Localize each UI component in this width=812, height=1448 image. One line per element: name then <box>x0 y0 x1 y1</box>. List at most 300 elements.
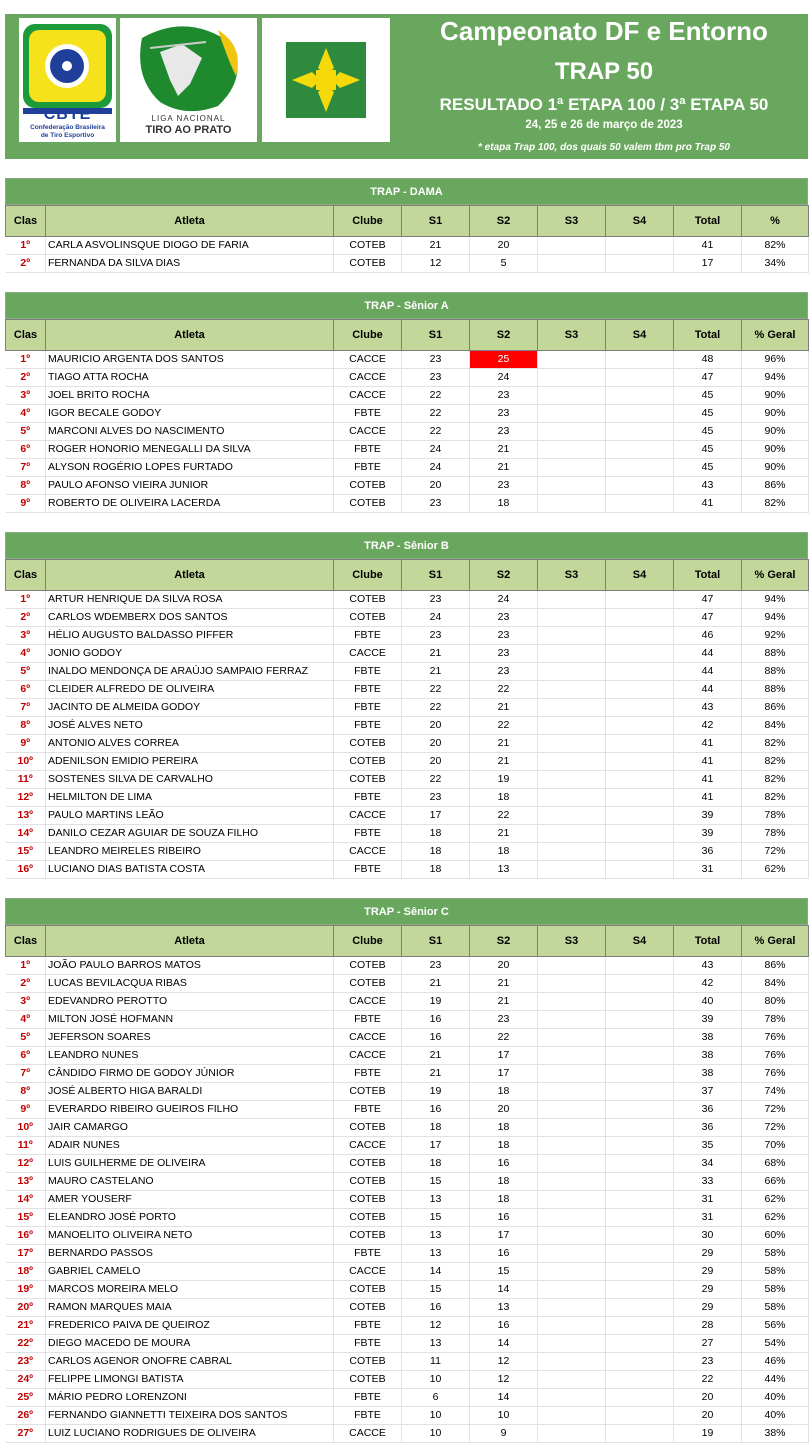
rank-cell: 1º <box>6 591 46 609</box>
section-trap-senior-c <box>5 898 808 1443</box>
column-header: % <box>742 206 809 237</box>
section-title: TRAP - Sênior C <box>5 898 808 925</box>
percent-cell: 58% <box>742 1281 809 1299</box>
s4-cell <box>606 1191 674 1209</box>
table-row <box>6 591 809 609</box>
table-row <box>6 645 809 663</box>
table-row <box>6 387 809 405</box>
club-cell: CACCE <box>334 993 402 1011</box>
results-table <box>5 319 809 513</box>
total-cell: 29 <box>674 1299 742 1317</box>
s2-cell: 21 <box>470 735 538 753</box>
s2-cell: 18 <box>470 1119 538 1137</box>
s3-cell <box>538 255 606 273</box>
table-row <box>6 717 809 735</box>
athlete-cell: ADENILSON EMIDIO PEREIRA <box>46 753 334 771</box>
club-cell: COTEB <box>334 1155 402 1173</box>
table-row <box>6 1353 809 1371</box>
total-cell: 43 <box>674 477 742 495</box>
athlete-cell: JOEL BRITO ROCHA <box>46 387 334 405</box>
liga-logo-bottom: TIRO AO PRATO <box>145 124 232 136</box>
total-cell: 22 <box>674 1371 742 1389</box>
s1-cell: 17 <box>402 1137 470 1155</box>
rank-cell: 16º <box>6 1227 46 1245</box>
s1-cell: 19 <box>402 993 470 1011</box>
percent-cell: 94% <box>742 369 809 387</box>
s1-cell: 23 <box>402 789 470 807</box>
percent-cell: 78% <box>742 825 809 843</box>
column-header: Clas <box>6 320 46 351</box>
s1-cell: 13 <box>402 1191 470 1209</box>
percent-cell: 96% <box>742 351 809 369</box>
s3-cell <box>538 477 606 495</box>
s2-cell: 22 <box>470 1029 538 1047</box>
total-cell: 40 <box>674 993 742 1011</box>
club-cell: COTEB <box>334 237 402 255</box>
table-row <box>6 369 809 387</box>
percent-cell: 72% <box>742 1101 809 1119</box>
percent-cell: 70% <box>742 1137 809 1155</box>
s2-cell: 20 <box>470 237 538 255</box>
results-table <box>5 925 809 1443</box>
athlete-cell: FREDERICO PAIVA DE QUEIROZ <box>46 1317 334 1335</box>
column-header: S1 <box>402 320 470 351</box>
total-cell: 45 <box>674 387 742 405</box>
s2-cell: 20 <box>470 957 538 975</box>
percent-cell: 90% <box>742 459 809 477</box>
club-cell: CACCE <box>334 645 402 663</box>
athlete-cell: LUIZ LUCIANO RODRIGUES DE OLIVEIRA <box>46 1425 334 1443</box>
column-header: S4 <box>606 926 674 957</box>
total-cell: 44 <box>674 663 742 681</box>
s2-cell: 12 <box>470 1353 538 1371</box>
club-cell: COTEB <box>334 753 402 771</box>
percent-cell: 88% <box>742 681 809 699</box>
s2-cell: 14 <box>470 1335 538 1353</box>
s3-cell <box>538 1155 606 1173</box>
percent-cell: 72% <box>742 1119 809 1137</box>
table-row <box>6 861 809 879</box>
s1-cell: 24 <box>402 441 470 459</box>
rank-cell: 7º <box>6 699 46 717</box>
table-row <box>6 1155 809 1173</box>
athlete-cell: IGOR BECALE GODOY <box>46 405 334 423</box>
column-header: Clube <box>334 560 402 591</box>
s4-cell <box>606 627 674 645</box>
s1-cell: 11 <box>402 1353 470 1371</box>
s1-cell: 20 <box>402 477 470 495</box>
athlete-cell: MARCONI ALVES DO NASCIMENTO <box>46 423 334 441</box>
rank-cell: 6º <box>6 681 46 699</box>
rank-cell: 11º <box>6 771 46 789</box>
s2-cell: 16 <box>470 1209 538 1227</box>
s2-cell: 23 <box>470 477 538 495</box>
s1-cell: 16 <box>402 1029 470 1047</box>
s3-cell <box>538 1083 606 1101</box>
club-cell: FBTE <box>334 861 402 879</box>
s4-cell <box>606 405 674 423</box>
column-header: % Geral <box>742 320 809 351</box>
header-banner <box>5 14 808 159</box>
total-cell: 42 <box>674 975 742 993</box>
s1-cell: 22 <box>402 771 470 789</box>
s2-cell: 18 <box>470 1173 538 1191</box>
s2-cell: 23 <box>470 663 538 681</box>
table-row <box>6 1119 809 1137</box>
s4-cell <box>606 1245 674 1263</box>
s2-cell: 22 <box>470 681 538 699</box>
rank-cell: 7º <box>6 459 46 477</box>
athlete-cell: LUCAS BEVILACQUA RIBAS <box>46 975 334 993</box>
s1-cell: 22 <box>402 405 470 423</box>
column-header: S3 <box>538 926 606 957</box>
percent-cell: 90% <box>742 441 809 459</box>
s3-cell <box>538 1245 606 1263</box>
athlete-cell: JOÃO PAULO BARROS MATOS <box>46 957 334 975</box>
table-row <box>6 255 809 273</box>
table-row <box>6 1407 809 1425</box>
s4-cell <box>606 1353 674 1371</box>
s2-cell: 23 <box>470 423 538 441</box>
rank-cell: 9º <box>6 495 46 513</box>
s4-cell <box>606 609 674 627</box>
column-header: S4 <box>606 560 674 591</box>
total-cell: 44 <box>674 645 742 663</box>
total-cell: 20 <box>674 1407 742 1425</box>
club-cell: FBTE <box>334 699 402 717</box>
table-row <box>6 1101 809 1119</box>
s1-cell: 22 <box>402 423 470 441</box>
s4-cell <box>606 423 674 441</box>
table-row <box>6 825 809 843</box>
total-cell: 45 <box>674 405 742 423</box>
table-row <box>6 843 809 861</box>
athlete-cell: FELIPPE LIMONGI BATISTA <box>46 1371 334 1389</box>
s1-cell: 21 <box>402 1047 470 1065</box>
s1-cell: 22 <box>402 681 470 699</box>
club-cell: COTEB <box>334 1371 402 1389</box>
s1-cell: 21 <box>402 663 470 681</box>
s2-cell: 18 <box>470 1083 538 1101</box>
percent-cell: 58% <box>742 1263 809 1281</box>
result-line: RESULTADO 1ª ETAPA 100 / 3ª ETAPA 50 <box>439 95 769 114</box>
s1-cell: 12 <box>402 1317 470 1335</box>
s2-cell: 23 <box>470 405 538 423</box>
s3-cell <box>538 405 606 423</box>
s1-cell: 10 <box>402 1371 470 1389</box>
s4-cell <box>606 645 674 663</box>
athlete-cell: ADAIR NUNES <box>46 1137 334 1155</box>
percent-cell: 40% <box>742 1389 809 1407</box>
table-row <box>6 1065 809 1083</box>
club-cell: FBTE <box>334 1335 402 1353</box>
table-row <box>6 1191 809 1209</box>
percent-cell: 88% <box>742 645 809 663</box>
table-row <box>6 789 809 807</box>
s2-cell: 18 <box>470 843 538 861</box>
s1-cell: 18 <box>402 825 470 843</box>
rank-cell: 4º <box>6 405 46 423</box>
total-cell: 31 <box>674 861 742 879</box>
rank-cell: 24º <box>6 1371 46 1389</box>
s1-cell: 17 <box>402 807 470 825</box>
s3-cell <box>538 1029 606 1047</box>
s3-cell <box>538 441 606 459</box>
club-cell: FBTE <box>334 1407 402 1425</box>
s2-cell: 23 <box>470 645 538 663</box>
section-trap-senior-a <box>5 292 808 513</box>
athlete-cell: MARCOS MOREIRA MELO <box>46 1281 334 1299</box>
percent-cell: 94% <box>742 609 809 627</box>
liga-logo-top: LIGA NACIONAL <box>151 114 226 123</box>
rank-cell: 3º <box>6 993 46 1011</box>
s4-cell <box>606 1137 674 1155</box>
s1-cell: 12 <box>402 255 470 273</box>
s3-cell <box>538 663 606 681</box>
athlete-cell: MAURO CASTELANO <box>46 1173 334 1191</box>
total-cell: 41 <box>674 735 742 753</box>
percent-cell: 86% <box>742 477 809 495</box>
s4-cell <box>606 1173 674 1191</box>
table-row <box>6 735 809 753</box>
s1-cell: 21 <box>402 237 470 255</box>
club-cell: COTEB <box>334 975 402 993</box>
rank-cell: 21º <box>6 1317 46 1335</box>
club-cell: FBTE <box>334 405 402 423</box>
table-row <box>6 1029 809 1047</box>
club-cell: FBTE <box>334 1101 402 1119</box>
rank-cell: 19º <box>6 1281 46 1299</box>
rank-cell: 25º <box>6 1389 46 1407</box>
club-cell: COTEB <box>334 1299 402 1317</box>
s4-cell <box>606 1029 674 1047</box>
column-header: Clube <box>334 926 402 957</box>
athlete-cell: FERNANDO GIANNETTI TEIXEIRA DOS SANTOS <box>46 1407 334 1425</box>
percent-cell: 82% <box>742 789 809 807</box>
s1-cell: 6 <box>402 1389 470 1407</box>
table-row <box>6 1245 809 1263</box>
results-table <box>5 205 809 273</box>
club-cell: FBTE <box>334 663 402 681</box>
column-header: S4 <box>606 320 674 351</box>
table-row <box>6 1299 809 1317</box>
athlete-cell: LEANDRO NUNES <box>46 1047 334 1065</box>
table-row <box>6 405 809 423</box>
s4-cell <box>606 753 674 771</box>
total-cell: 44 <box>674 681 742 699</box>
rank-cell: 14º <box>6 1191 46 1209</box>
s1-cell: 10 <box>402 1407 470 1425</box>
s1-cell: 23 <box>402 957 470 975</box>
table-row <box>6 1209 809 1227</box>
athlete-cell: ARTUR HENRIQUE DA SILVA ROSA <box>46 591 334 609</box>
athlete-cell: JONIO GODOY <box>46 645 334 663</box>
athlete-cell: HÉLIO AUGUSTO BALDASSO PIFFER <box>46 627 334 645</box>
s1-cell: 13 <box>402 1335 470 1353</box>
s2-cell: 19 <box>470 771 538 789</box>
s2-cell: 16 <box>470 1155 538 1173</box>
s4-cell <box>606 975 674 993</box>
s1-cell: 20 <box>402 717 470 735</box>
s1-cell: 13 <box>402 1227 470 1245</box>
club-cell: COTEB <box>334 495 402 513</box>
table-row <box>6 807 809 825</box>
percent-cell: 88% <box>742 663 809 681</box>
percent-cell: 94% <box>742 591 809 609</box>
column-header: S2 <box>470 320 538 351</box>
percent-cell: 58% <box>742 1245 809 1263</box>
s4-cell <box>606 789 674 807</box>
s3-cell <box>538 495 606 513</box>
table-row <box>6 1317 809 1335</box>
total-cell: 31 <box>674 1191 742 1209</box>
percent-cell: 34% <box>742 255 809 273</box>
column-header: Total <box>674 320 742 351</box>
club-cell: FBTE <box>334 441 402 459</box>
s3-cell <box>538 1101 606 1119</box>
s3-cell <box>538 1263 606 1281</box>
total-cell: 36 <box>674 843 742 861</box>
s3-cell <box>538 609 606 627</box>
s3-cell <box>538 627 606 645</box>
total-cell: 43 <box>674 957 742 975</box>
rank-cell: 16º <box>6 861 46 879</box>
percent-cell: 78% <box>742 1011 809 1029</box>
rank-cell: 22º <box>6 1335 46 1353</box>
rank-cell: 26º <box>6 1407 46 1425</box>
table-header-row <box>6 926 809 957</box>
total-cell: 28 <box>674 1317 742 1335</box>
liga-nacional-logo <box>120 18 257 142</box>
club-cell: CACCE <box>334 1029 402 1047</box>
rank-cell: 3º <box>6 627 46 645</box>
percent-cell: 90% <box>742 423 809 441</box>
s4-cell <box>606 771 674 789</box>
s3-cell <box>538 1407 606 1425</box>
athlete-cell: BERNARDO PASSOS <box>46 1245 334 1263</box>
total-cell: 47 <box>674 369 742 387</box>
s4-cell <box>606 735 674 753</box>
column-header: % Geral <box>742 560 809 591</box>
table-row <box>6 1047 809 1065</box>
club-cell: FBTE <box>334 1245 402 1263</box>
athlete-cell: ALYSON ROGÉRIO LOPES FURTADO <box>46 459 334 477</box>
club-cell: FBTE <box>334 1065 402 1083</box>
percent-cell: 82% <box>742 495 809 513</box>
club-cell: CACCE <box>334 387 402 405</box>
table-row <box>6 1263 809 1281</box>
rank-cell: 5º <box>6 423 46 441</box>
total-cell: 47 <box>674 591 742 609</box>
percent-cell: 66% <box>742 1173 809 1191</box>
s3-cell <box>538 807 606 825</box>
s2-cell: 22 <box>470 807 538 825</box>
s2-cell: 21 <box>470 459 538 477</box>
s3-cell <box>538 645 606 663</box>
s2-cell: 21 <box>470 825 538 843</box>
athlete-cell: CARLOS WDEMBERX DOS SANTOS <box>46 609 334 627</box>
s2-cell: 23 <box>470 609 538 627</box>
s1-cell: 16 <box>402 1011 470 1029</box>
percent-cell: 46% <box>742 1353 809 1371</box>
s2-cell: 20 <box>470 1101 538 1119</box>
s1-cell: 23 <box>402 627 470 645</box>
s4-cell <box>606 459 674 477</box>
club-cell: FBTE <box>334 1389 402 1407</box>
athlete-cell: TIAGO ATTA ROCHA <box>46 369 334 387</box>
rank-cell: 2º <box>6 975 46 993</box>
club-cell: COTEB <box>334 1227 402 1245</box>
table-row <box>6 1011 809 1029</box>
percent-cell: 76% <box>742 1065 809 1083</box>
section-trap-senior-b <box>5 532 808 879</box>
s3-cell <box>538 1119 606 1137</box>
rank-cell: 6º <box>6 441 46 459</box>
rank-cell: 18º <box>6 1263 46 1281</box>
s1-cell: 22 <box>402 699 470 717</box>
rank-cell: 4º <box>6 645 46 663</box>
s2-cell: 21 <box>470 699 538 717</box>
club-cell: FBTE <box>334 459 402 477</box>
s1-cell: 24 <box>402 459 470 477</box>
s4-cell <box>606 477 674 495</box>
percent-cell: 82% <box>742 237 809 255</box>
s2-cell: 17 <box>470 1227 538 1245</box>
s2-cell: 24 <box>470 591 538 609</box>
column-header: Atleta <box>46 926 334 957</box>
total-cell: 41 <box>674 789 742 807</box>
total-cell: 41 <box>674 771 742 789</box>
page-subtitle: TRAP 50 <box>554 58 654 85</box>
s4-cell <box>606 495 674 513</box>
percent-cell: 84% <box>742 975 809 993</box>
s4-cell <box>606 957 674 975</box>
s4-cell <box>606 993 674 1011</box>
s2-cell: 21 <box>470 975 538 993</box>
column-header: Atleta <box>46 206 334 237</box>
s2-cell: 13 <box>470 1299 538 1317</box>
s3-cell <box>538 1353 606 1371</box>
s3-cell <box>538 1389 606 1407</box>
s3-cell <box>538 1335 606 1353</box>
total-cell: 45 <box>674 441 742 459</box>
total-cell: 38 <box>674 1047 742 1065</box>
s3-cell <box>538 957 606 975</box>
rank-cell: 2º <box>6 609 46 627</box>
s3-cell <box>538 1011 606 1029</box>
s1-cell: 15 <box>402 1281 470 1299</box>
athlete-cell: LUCIANO DIAS BATISTA COSTA <box>46 861 334 879</box>
section-title: TRAP - Sênior A <box>5 292 808 319</box>
athlete-cell: CARLOS AGENOR ONOFRE CABRAL <box>46 1353 334 1371</box>
athlete-cell: MILTON JOSÉ HOFMANN <box>46 1011 334 1029</box>
s3-cell <box>538 717 606 735</box>
athlete-cell: LUIS GUILHERME DE OLIVEIRA <box>46 1155 334 1173</box>
rank-cell: 27º <box>6 1425 46 1443</box>
club-cell: COTEB <box>334 1119 402 1137</box>
percent-cell: 44% <box>742 1371 809 1389</box>
rank-cell: 9º <box>6 735 46 753</box>
percent-cell: 76% <box>742 1029 809 1047</box>
table-row <box>6 1227 809 1245</box>
rank-cell: 2º <box>6 255 46 273</box>
s3-cell <box>538 975 606 993</box>
club-cell: CACCE <box>334 1263 402 1281</box>
rank-cell: 1º <box>6 237 46 255</box>
s4-cell <box>606 1119 674 1137</box>
percent-cell: 86% <box>742 699 809 717</box>
s1-cell: 20 <box>402 753 470 771</box>
